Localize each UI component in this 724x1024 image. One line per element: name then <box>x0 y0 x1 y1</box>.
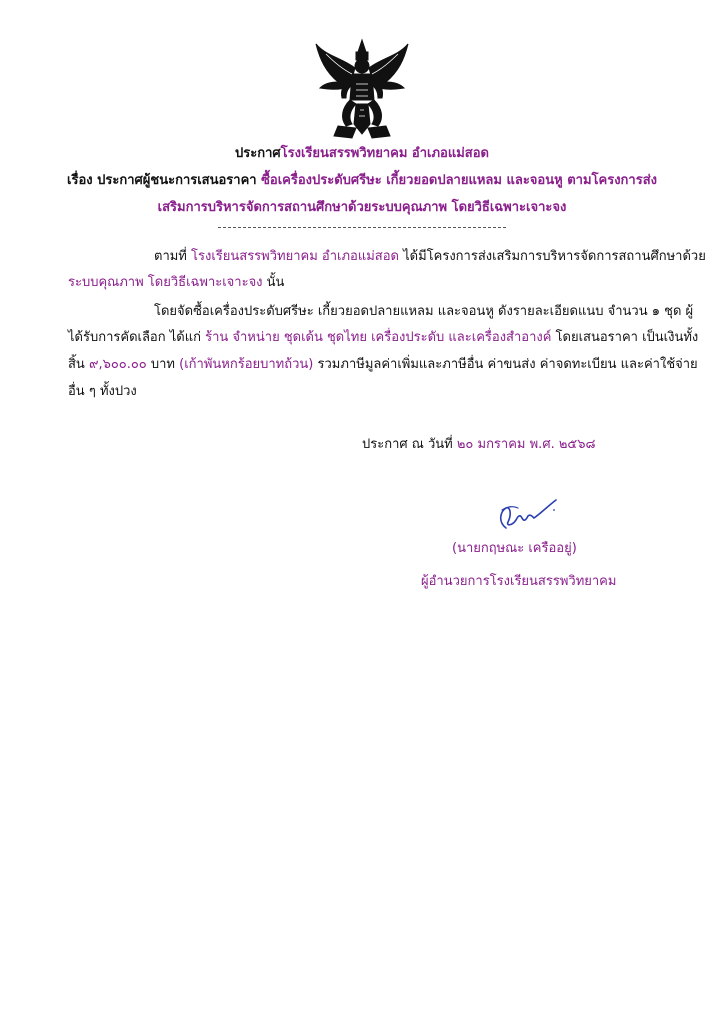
subject-text: ซื้อเครื่องประดับศรีษะ เกี้ยวยอดปลายแหลม และจอนหู ตามโครงการส่ง <box>261 173 657 188</box>
amount-in-words: (เก้าพันหกร้อยบาทถ้วน) <box>179 357 314 372</box>
school-name: โรงเรียนสรรพวิทยาคม อำเภอแม่สอด <box>280 146 489 161</box>
subject-line-1: เรื่อง ประกาศผู้ชนะการเสนอราคา ซื้อเครื่องประดับศรีษะ เกี้ยวยอดปลายแหลม และจอนหู ตามโครงการส่ง <box>67 173 657 188</box>
signatory-name: (นายกฤษณะ เครืออยู่) <box>452 541 577 556</box>
paragraph-2-line-2: ได้รับการคัดเลือก ได้แก่ ร้าน จำหน่าย ชุดเด้น ชุดไทย เครื่องประดับ และเครื่องสำอางค์ โดยเสนอราคา เป็นเงินทั้ง <box>68 330 699 345</box>
paragraph-1-line-2: ระบบคุณภาพ โดยวิธีเฉพาะเจาะจง นั้น <box>68 275 285 290</box>
signature-image <box>488 492 560 532</box>
paragraph-2-line-1: โดยจัดซื้อเครื่องประดับศรีษะ เกี้ยวยอดปลายแหลม และจอนหู ดังรายละเอียดแนบ จำนวน ๑ ชุด ผู้ <box>154 304 694 319</box>
dashed-divider <box>218 227 506 228</box>
announcement-date: ประกาศ ณ วันที่ ๒๐ มกราคม พ.ศ. ๒๕๖๘ <box>362 437 596 452</box>
paragraph-1-line-1: ตามที่ โรงเรียนสรรพวิทยาคม อำเภอแม่สอด ได้มีโครงการส่งเสริมการบริหารจัดการสถานศึกษาด้วย <box>154 249 706 264</box>
amount-value: ๙,๖๐๐.๐๐ <box>88 357 147 372</box>
school-name-ref: โรงเรียนสรรพวิทยาคม อำเภอแม่สอด <box>191 249 399 264</box>
vendor-name: ร้าน จำหน่าย ชุดเด้น ชุดไทย เครื่องประดับ และเครื่องสำอางค์ <box>205 330 552 345</box>
paragraph-2-line-4: อื่น ๆ ทั้งปวง <box>68 384 137 399</box>
garuda-emblem <box>312 38 412 142</box>
date-value: ๒๐ มกราคม พ.ศ. ๒๕๖๘ <box>456 437 596 452</box>
paragraph-2-line-3: สิ้น ๙,๖๐๐.๐๐ บาท (เก้าพันหกร้อยบาทถ้วน) รวมภาษีมูลค่าเพิ่มและภาษีอื่น ค่าขนส่ง ค่าจดทะเบียน และค่าใช้จ่าย <box>68 357 698 372</box>
announcement-title: ประกาศโรงเรียนสรรพวิทยาคม อำเภอแม่สอด <box>235 146 489 161</box>
project-name: ระบบคุณภาพ โดยวิธีเฉพาะเจาะจง <box>68 275 263 290</box>
signatory-position: ผู้อำนวยการโรงเรียนสรรพวิทยาคม <box>421 574 617 589</box>
subject-line-2: เสริมการบริหารจัดการสถานศึกษาด้วยระบบคุณภาพ โดยวิธีเฉพาะเจาะจง <box>157 200 567 215</box>
